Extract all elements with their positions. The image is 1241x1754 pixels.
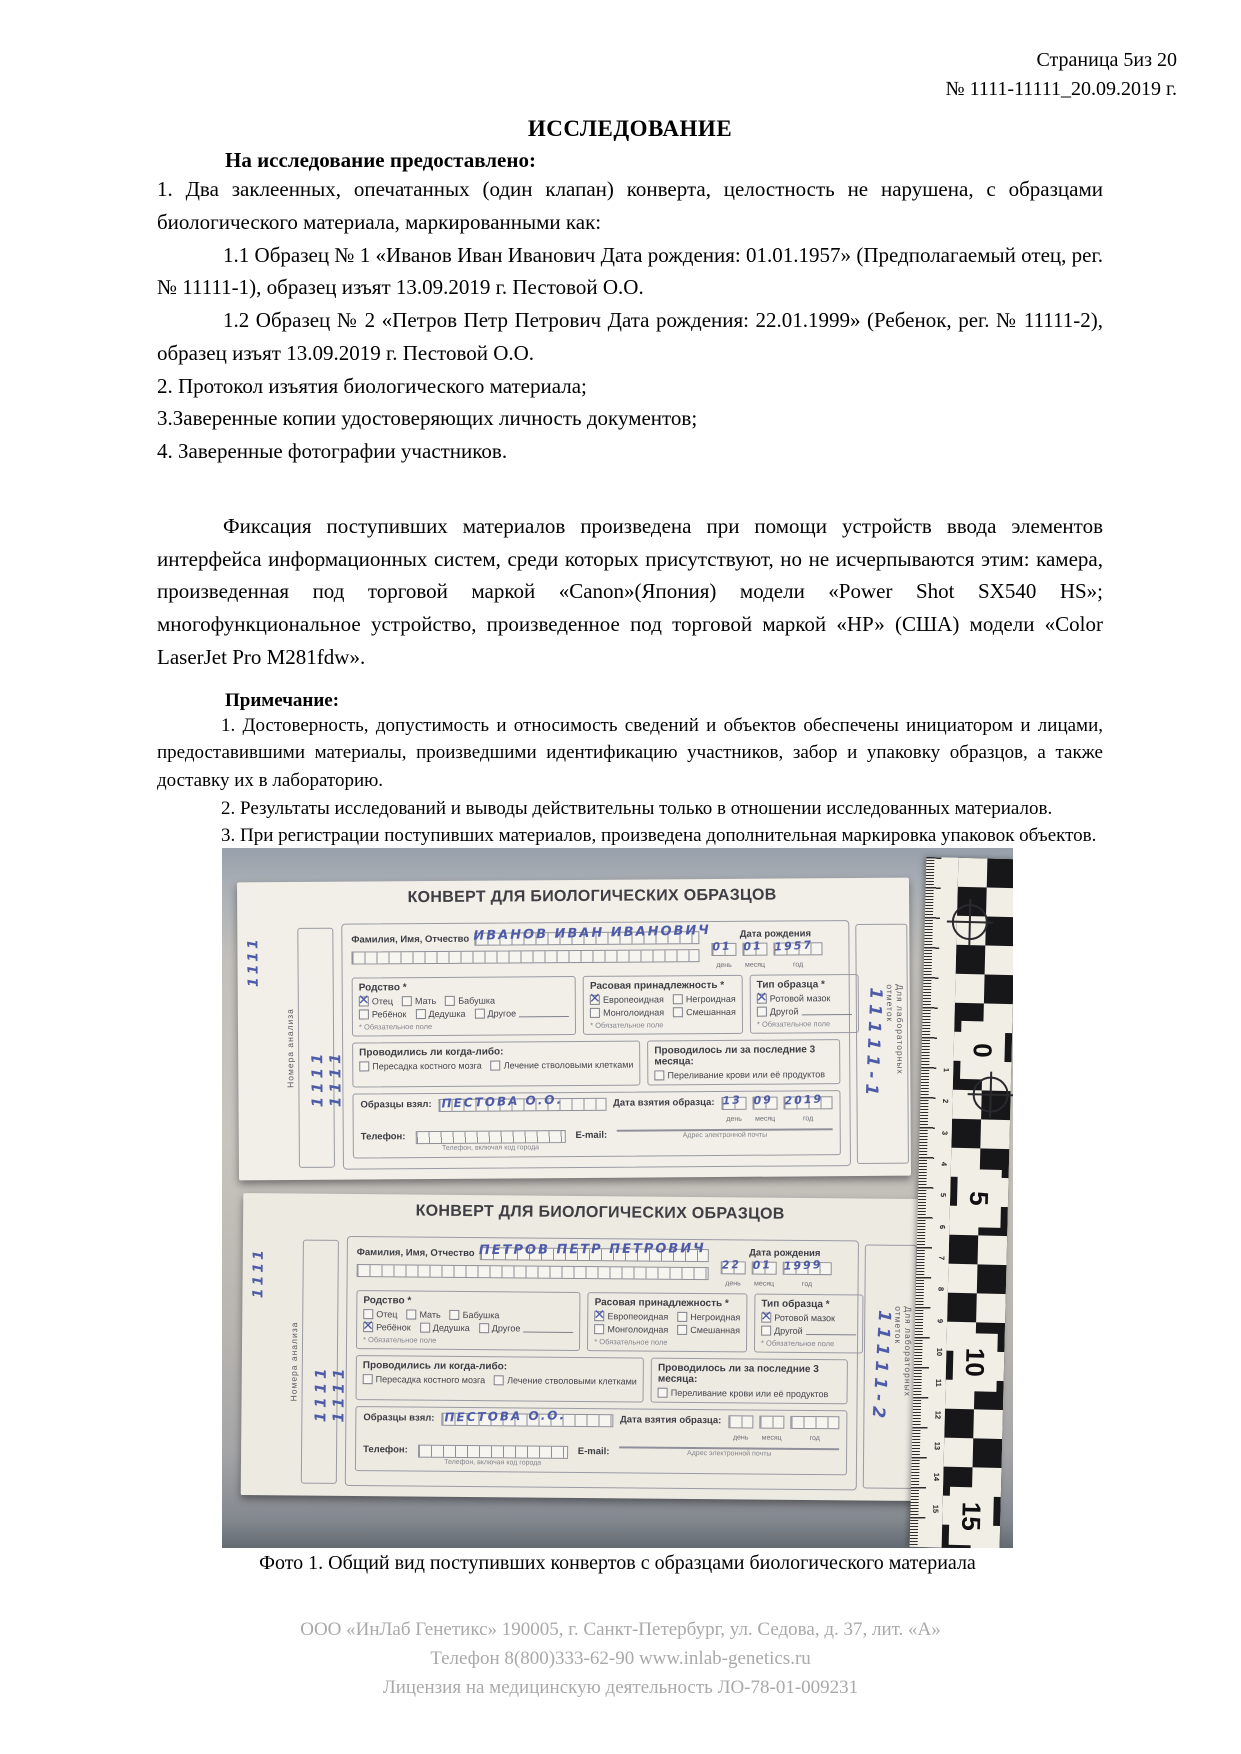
race-option [594, 1324, 668, 1335]
kinship-option [363, 1322, 411, 1332]
collector-box [355, 1406, 848, 1475]
required-field-note: * Обязательное поле [363, 1335, 437, 1345]
option-label: Пересадка костного мозга [375, 1374, 486, 1386]
kinship-option-other [479, 1323, 574, 1334]
checkbox-icon [479, 1323, 489, 1333]
checkbox-icon [761, 1326, 771, 1336]
name-block [351, 922, 712, 971]
dob-block [721, 1247, 849, 1288]
race-box [583, 975, 743, 1035]
race-option [590, 1007, 664, 1018]
handwritten-dob-day: 01 [712, 939, 733, 954]
envelope-form [341, 920, 851, 1170]
option-label: Бабушка [458, 995, 495, 1006]
phone-cells [418, 1445, 568, 1459]
handwritten-sample-day: 13 [722, 1093, 743, 1108]
option-label: Мать [419, 1309, 441, 1320]
sample-type-box [754, 1294, 863, 1354]
fill-in-line [806, 1327, 856, 1335]
history-option [658, 1388, 829, 1399]
kinship-option [445, 996, 495, 1006]
note-heading: Примечание: [225, 689, 340, 711]
lab-marks-label: Для лабораторных отметок [893, 1306, 914, 1397]
handwritten-sample-month: 09 [753, 1093, 774, 1108]
history-recent-box [647, 1039, 840, 1085]
race-option [673, 994, 736, 1004]
history-option [363, 1374, 486, 1385]
handwritten-dob-month: 01 [743, 939, 764, 954]
option-label: Пересадка костного мозга [372, 1060, 482, 1072]
checkbox-icon [594, 1311, 604, 1321]
checkbox-icon [450, 1310, 460, 1320]
option-label: Европеоидная [607, 1311, 669, 1322]
race-label: Расовая принадлежность * [594, 1297, 729, 1310]
kinship-option [406, 1309, 440, 1319]
analysis-number-strip [288, 1240, 348, 1484]
option-label: Негроидная [685, 993, 736, 1005]
checkbox-icon [363, 1374, 373, 1384]
handwritten-name: ПЕТРОВ ПЕТР ПЕТРОВИЧ [478, 1241, 706, 1259]
fixation-paragraph: Фиксация поступивших материалов произведена при помощи устройств ввода элементов интерфейса информационных систем, среди которых присутствуют, но не исчерпываются этим: камера, произведенная под торговой маркой «Canon»(Япония) модели «Power Shot SX540 HS»; многофункциональное устройство, произведенное под торговой маркой «НР» (США) модели «Color LaserJet Pro M281fdw». [157, 513, 1103, 669]
option-label: Европеоидная [602, 994, 664, 1005]
document-body [157, 116, 1103, 850]
provided-item-2: 2. Протокол изъятия биологического материала; [157, 373, 587, 398]
handwritten-analysis-number: 1111 1111 [311, 1364, 348, 1423]
lab-marks-strip [863, 1244, 917, 1488]
checkbox-icon [359, 996, 369, 1006]
analysis-number-strip [284, 928, 345, 1168]
photo-envelopes [222, 848, 1013, 1548]
option-label: Смешанная [690, 1324, 741, 1336]
race-option [673, 1007, 736, 1017]
option-label: Ребёнок [376, 1322, 411, 1333]
provided-item-1-2: 1.2 Образец № 2 «Петров Петр Петрович Дата рождения: 22.01.1999» (Ребенок, рег. № 11111-2), образец изъят 13.09.2019 г. Пестовой О.О. [157, 308, 1103, 365]
option-label: Дедушка [432, 1322, 470, 1334]
checkbox-icon [359, 1061, 369, 1071]
sample-type-option [761, 1313, 835, 1324]
option-label: Мать [414, 995, 437, 1007]
analysis-number-label: Номера анализа [288, 1321, 300, 1402]
lab-marks-strip [855, 924, 909, 1164]
race-option [677, 1325, 740, 1336]
ruler-cm-0: 0 [960, 1021, 1005, 1080]
race-label: Расовая принадлежность * [589, 979, 725, 992]
email-hint: Адрес электронной почты [682, 1131, 768, 1140]
checkbox-icon [491, 1061, 501, 1071]
page-header [946, 46, 1178, 104]
race-option [590, 994, 664, 1005]
phone-hint: Телефон, включая код города [444, 1458, 542, 1467]
checkbox-icon [673, 994, 683, 1004]
name-cells-row2 [351, 949, 699, 964]
provided-item-3: 3.Заверенные копии удостоверяющих личность документов; [157, 406, 698, 431]
analysis-number-label: Номера анализа [284, 1008, 296, 1088]
fill-in-line [523, 1325, 573, 1333]
option-label: Лечение стволовыми клетками [507, 1375, 637, 1387]
name-block [356, 1241, 709, 1287]
option-label: Переливание крови или её продуктов [667, 1069, 826, 1081]
handwritten-dob-month: 01 [752, 1258, 773, 1273]
name-label: Фамилия, Имя, Отчество [351, 933, 470, 946]
required-field-note: * Обязательное поле [760, 1338, 835, 1349]
envelope-title: КОНВЕРТ ДЛЯ БИОЛОГИЧЕСКИХ ОБРАЗЦОВ [407, 886, 777, 907]
lab-marks-label: Для лабораторных отметок [884, 984, 906, 1075]
envelope-sample-1 [237, 878, 911, 1181]
section-title: ИССЛЕДОВАНИЕ [527, 116, 733, 141]
option-label: Лечение стволовыми клетками [503, 1059, 634, 1071]
handwritten-corner-number: 1111 [250, 1247, 267, 1299]
race-option [594, 1311, 668, 1322]
checkbox-icon [673, 1007, 683, 1017]
kinship-box [356, 1290, 581, 1351]
history-option [654, 1069, 825, 1080]
page-number: Страница 5из 20 [1036, 49, 1177, 71]
note-2: 2. Результаты исследований и выводы действительны только в отношении исследованных материалов. [221, 797, 1053, 819]
sample-date-label: Дата взятия образца: [619, 1414, 722, 1427]
option-label: Ребёнок [371, 1009, 407, 1020]
handwritten-dob-day: 22 [721, 1257, 742, 1272]
handwritten-lab-number: 11111-1 [860, 987, 886, 1101]
provided-item-4: 4. Заверенные фотографии участников. [157, 439, 508, 463]
name-cells-row2 [357, 1264, 709, 1280]
option-label: Монголоидная [603, 1007, 665, 1018]
date-units: день месяц год [732, 1434, 820, 1443]
required-field-note: * Обязательное поле [590, 1020, 664, 1030]
checkbox-icon [654, 1070, 664, 1080]
sample-type-option-other [757, 1006, 852, 1017]
option-label: Монголоидная [607, 1324, 669, 1335]
ruler-cm-5: 5 [956, 1169, 1001, 1228]
handwritten-dob-year: 1957 [774, 938, 814, 954]
collector-box [352, 1090, 840, 1158]
envelope-title: КОНВЕРТ ДЛЯ БИОЛОГИЧЕСКИХ ОБРАЗЦОВ [415, 1202, 785, 1223]
sample-date-year-cells [790, 1416, 839, 1429]
history-recent-label: Проводилось ли за последние 3 месяца: [654, 1044, 816, 1068]
footer-license: Лицензия на медицинскую деятельность ЛО-78-01-009231 [382, 1676, 859, 1698]
dob-block [711, 928, 839, 969]
note-1: 1. Достоверность, допустимость и относимость сведений и объектов обеспечены инициатором и лицами, предоставившими материалы, произведшими идентификацию участников, забор и упаковку образцов, а также доставку их в лабораторию. [157, 714, 1103, 791]
name-label: Фамилия, Имя, Отчество [356, 1246, 475, 1259]
taken-by-label: Образцы взял: [360, 1098, 432, 1111]
race-box [587, 1292, 747, 1352]
fill-in-line [801, 1007, 851, 1015]
checkbox-icon [402, 996, 412, 1006]
option-label: Другое [491, 1323, 521, 1334]
checkbox-icon [658, 1388, 668, 1398]
option-label: Дедушка [428, 1008, 466, 1020]
sample-date-day-cells [728, 1415, 753, 1428]
kinship-option [415, 1009, 465, 1019]
checkbox-icon [757, 1007, 767, 1017]
option-label: Отец [376, 1309, 398, 1320]
checkbox-icon [590, 1008, 600, 1018]
provided-item-1: 1. Два заклеенных, опечатанных (один клапан) конверта, целостность не нарушена, с образцами биологического материала, маркированными как: [157, 177, 1103, 234]
required-field-note: * Обязательное поле [594, 1337, 668, 1347]
handwritten-name: ИВАНОВ ИВАН ИВАНОВИЧ [473, 922, 712, 944]
kinship-label: Родство * [363, 1295, 412, 1307]
race-option [677, 1312, 740, 1323]
checkbox-icon [761, 1313, 771, 1323]
checkbox-icon [594, 1324, 604, 1334]
date-units: день месяц год [725, 1280, 813, 1289]
checkbox-icon [474, 1009, 484, 1019]
history-option [494, 1375, 637, 1386]
date-units: день месяц год [726, 1115, 814, 1123]
phone-label: Телефон: [360, 1131, 406, 1143]
option-label: Смешанная [686, 1006, 736, 1018]
option-label: Другой [769, 1006, 799, 1017]
ruler-cm-15: 15 [949, 1487, 994, 1546]
handwritten-lab-number: 11111-2 [867, 1309, 895, 1424]
kinship-option [450, 1310, 500, 1320]
history-option [359, 1061, 482, 1072]
sample-type-option [757, 993, 831, 1004]
option-label: Ротовой мазок [774, 1312, 835, 1324]
kinship-option [420, 1323, 470, 1333]
checkbox-icon [677, 1312, 687, 1322]
handwritten-taken-by: ПЕСТОВА О.О. [444, 1408, 567, 1425]
provided-heading: На исследование предоставлено: [225, 148, 536, 172]
required-field-note: * Обязательное поле [358, 1021, 433, 1032]
kinship-option-other [474, 1008, 569, 1019]
phone-cells [415, 1130, 565, 1144]
envelope-sample-2 [241, 1193, 920, 1501]
sample-type-option-other [761, 1326, 856, 1337]
checkbox-icon [757, 994, 767, 1004]
checkbox-icon [677, 1325, 687, 1335]
checkbox-icon [445, 996, 455, 1006]
handwritten-analysis-number: 1111 1111 [308, 1049, 345, 1108]
option-label: Бабушка [462, 1309, 500, 1321]
envelope-form [345, 1236, 859, 1490]
history-ever-box [356, 1355, 645, 1403]
sample-date-month-cells [759, 1416, 784, 1429]
sample-type-box [750, 974, 859, 1034]
checkbox-icon [590, 995, 600, 1005]
sample-type-label: Тип образца * [756, 979, 825, 991]
checkbox-icon [415, 1009, 425, 1019]
history-recent-label: Проводилось ли за последние 3 месяца: [657, 1362, 819, 1386]
taken-by-label: Образцы взял: [363, 1412, 435, 1424]
sample-type-label: Тип образца * [761, 1298, 830, 1311]
email-hint: Адрес электронной почты [687, 1449, 772, 1458]
option-label: Другое [487, 1008, 517, 1019]
option-label: Переливание крови или её продуктов [670, 1387, 829, 1400]
history-recent-box [651, 1358, 848, 1405]
checkbox-icon [406, 1309, 416, 1319]
option-label: Негроидная [690, 1311, 741, 1323]
history-ever-label: Проводились ли когда-либо: [359, 1046, 504, 1059]
date-units: день месяц год [716, 961, 804, 970]
provided-item-1-1: 1.1 Образец № 1 «Иванов Иван Иванович Дата рождения: 01.01.1957» (Предполагаемый отец, рег. № 11111-1), образец изъят 13.09.2019 г. Пестовой О.О. [157, 242, 1103, 300]
handwritten-dob-year: 1999 [783, 1258, 823, 1273]
phone-hint: Телефон, включая код города [441, 1144, 540, 1152]
history-ever-label: Проводились ли когда-либо: [362, 1360, 508, 1373]
history-option [491, 1060, 634, 1071]
checkbox-icon [494, 1375, 504, 1385]
option-label: Другой [774, 1325, 803, 1336]
history-ever-box [352, 1041, 640, 1088]
ruler-cm-10: 10 [952, 1333, 997, 1392]
handwritten-corner-number: 1111 [245, 936, 262, 988]
page-footer [0, 1616, 1241, 1703]
option-label: Ротовой мазок [769, 993, 831, 1004]
photo-scale-ruler [910, 857, 1013, 1548]
kinship-option [359, 1009, 407, 1019]
option-label: Отец [371, 996, 394, 1007]
required-field-note: * Обязательное поле [756, 1019, 831, 1029]
photo-caption: Фото 1. Общий вид поступивших конвертов с образцами биологического материала [259, 1552, 976, 1574]
email-label: E-mail: [575, 1129, 608, 1141]
kinship-label: Родство * [358, 982, 407, 994]
document-number: № 1111-11111_20.09.2019 г. [945, 78, 1177, 100]
dob-label: Дата рождения [739, 928, 812, 940]
handwritten-sample-year: 2019 [784, 1092, 824, 1108]
note-3: 3. При регистрации поступивших материалов, произведена дополнительная маркировка упаковок объектов. [221, 825, 1097, 847]
footer-company: ООО «ИнЛаб Генетикс» 190005, г. Санкт-Петербург, ул. Седова, д. 37, лит. «А» [300, 1619, 941, 1640]
kinship-option [359, 996, 393, 1006]
kinship-option [402, 996, 436, 1006]
handwritten-taken-by: ПЕСТОВА О.О. [441, 1092, 564, 1111]
email-label: E-mail: [577, 1445, 610, 1458]
fill-in-line [519, 1009, 569, 1017]
checkbox-icon [359, 1009, 369, 1019]
footer-phone: Телефон 8(800)333-62-90 www.inlab-genetics.ru [430, 1647, 811, 1669]
kinship-box [352, 976, 577, 1037]
sample-date-label: Дата взятия образца: [613, 1097, 715, 1109]
dob-label: Дата рождения [749, 1247, 821, 1260]
ruler-tick-numbers: 1 2 3 4 5 6 7 8 9 10 11 12 13 14 15 [930, 1067, 951, 1514]
checkbox-icon [363, 1322, 373, 1332]
phone-label: Телефон: [363, 1444, 408, 1456]
checkbox-icon [420, 1323, 430, 1333]
